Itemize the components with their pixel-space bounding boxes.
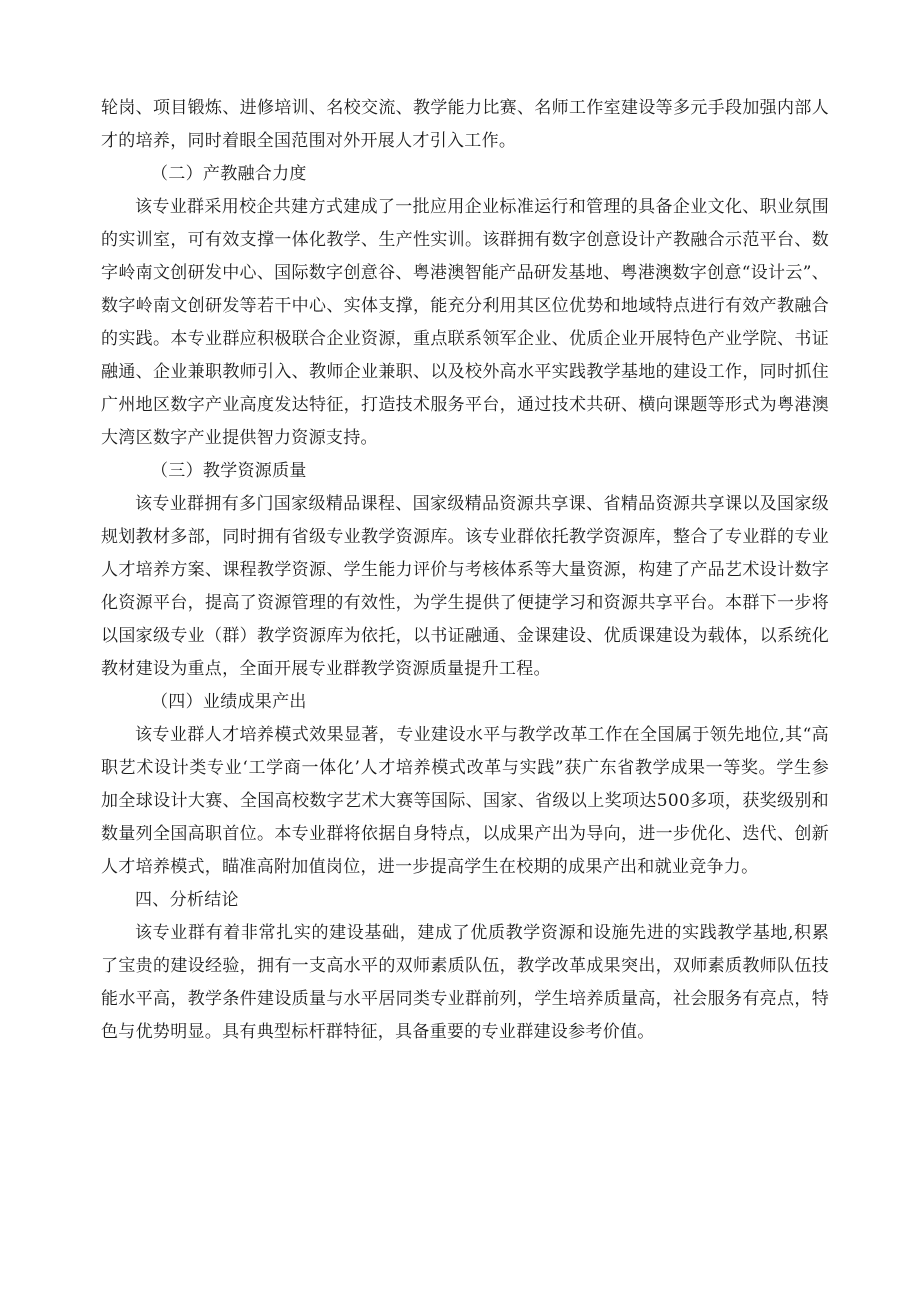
paragraph-talent-training-continued: 轮岗、项目锻炼、进修培训、名校交流、教学能力比赛、名师工作室建设等多元手段加强内部人才的培养，同时着眼全国范围对外开展人才引入工作。 xyxy=(101,98,829,151)
paragraph-achievements: 该专业群人才培养模式效果显著，专业建设水平与教学改革工作在全国属于领先地位,其“高职艺术设计类专业‘工学商一体化’人才培养模式改革与实践”获广东省教学成果一等奖。学生参加全球设计大赛、全国高校数字艺术大赛等国际、国家、省级以上奖项达500多项，获奖级别和数量列全国高职首位。本专业群将依据自身特点，以成果产出为导向，进一步优化、迭代、创新人才培养模式，瞄准高附加值岗位，进一步提高学生在校期的成果产出和就业竞争力。 xyxy=(101,725,829,877)
paragraph-teaching-resources: 该专业群拥有多门国家级精品课程、国家级精品资源共享课、省精品资源共享课以及国家级规划教材多部，同时拥有省级专业教学资源库。该专业群依托教学资源库，整合了专业群的专业人才培养方案、课程教学资源、学生能力评价与考核体系等大量资源，构建了产品艺术设计数字化资源平台，提高了资源管理的有效性，为学生提供了便捷学习和资源共享平台。本群下一步将以国家级专业（群）教学资源库为依托，以书证融通、金课建设、优质课建设为载体，以系统化教材建设为重点，全面开展专业群教学资源质量提升工程。 xyxy=(101,494,829,679)
section-heading-achievements: （四）业绩成果产出 xyxy=(151,692,307,712)
section-heading-industry-education: （二）产教融合力度 xyxy=(151,164,307,184)
section-heading-conclusion: 四、分析结论 xyxy=(135,890,239,910)
document-body xyxy=(101,92,829,1049)
section-heading-teaching-resources: （三）教学资源质量 xyxy=(151,461,307,481)
paragraph-industry-education: 该专业群采用校企共建方式建成了一批应用企业标准运行和管理的具备企业文化、职业氛围的实训室，可有效支撑一体化教学、生产性实训。该群拥有数字创意设计产教融合示范平台、数字岭南文创研发中心、国际数字创意谷、粤港澳智能产品研发基地、粤港澳数字创意“设计云”、数字岭南文创研发等若干中心、实体支撑，能充分利用其区位优势和地域特点进行有效产教融合的实践。本专业群应积极联合企业资源，重点联系领军企业、优质企业开展特色产业学院、书证融通、企业兼职教师引入、教师企业兼职、以及校外高水平实践教学基地的建设工作，同时抓住广州地区数字产业高度发达特征，打造技术服务平台，通过技术共研、横向课题等形式为粤港澳大湾区数字产业提供智力资源支持。 xyxy=(101,197,829,448)
paragraph-conclusion: 该专业群有着非常扎实的建设基础，建成了优质教学资源和设施先进的实践教学基地,积累了宝贵的建设经验，拥有一支高水平的双师素质队伍，教学改革成果突出，双师素质教师队伍技能水平高，教学条件建设质量与水平居同类专业群前列，学生培养质量高，社会服务有亮点，特色与优势明显。具有典型标杆群特征，具备重要的专业群建设参考价值。 xyxy=(101,923,829,1042)
